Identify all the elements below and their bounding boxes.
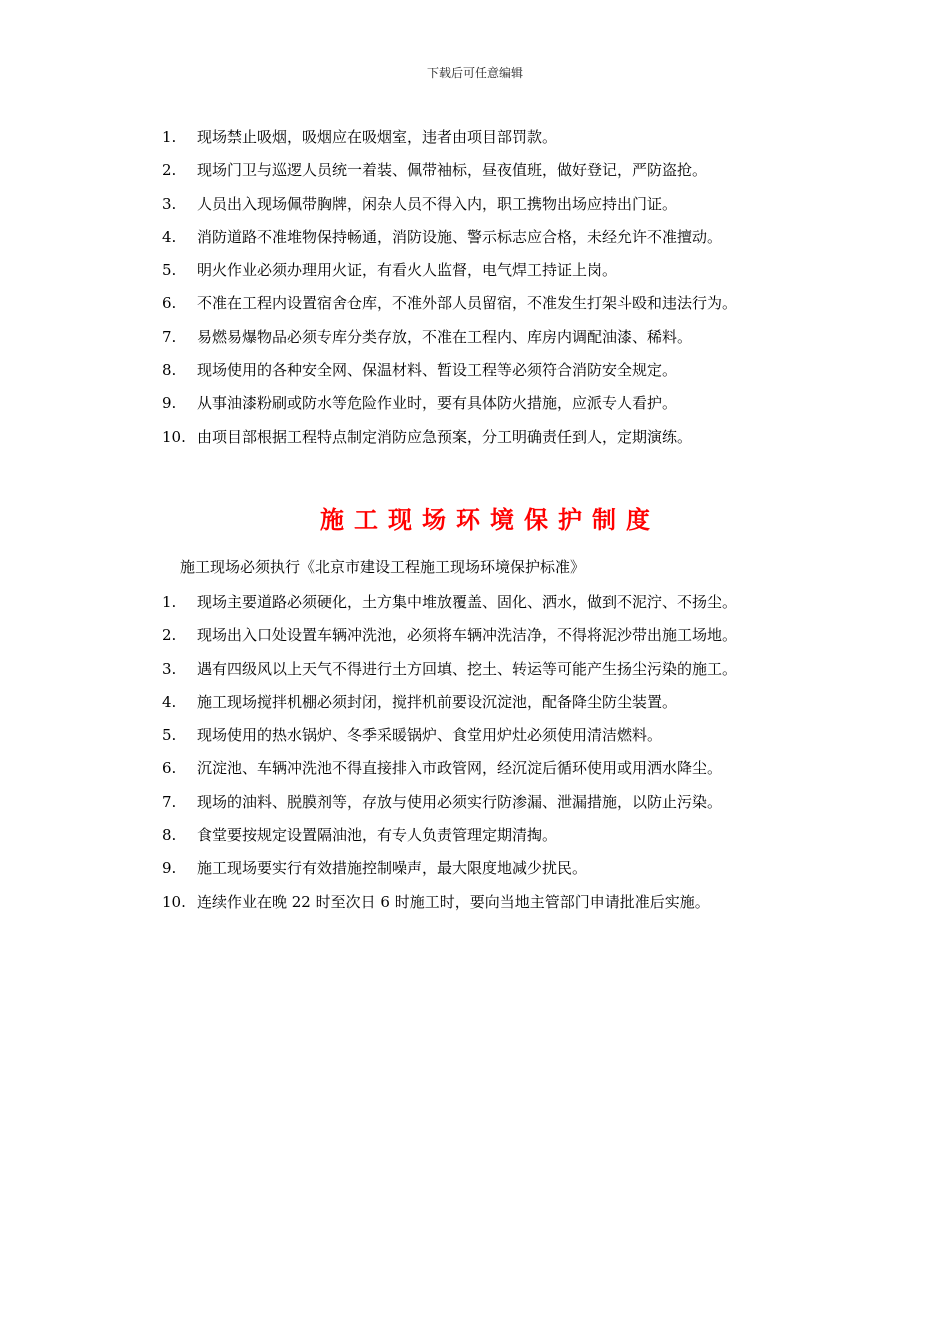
item-text: 人员出入现场佩带胸牌，闲杂人员不得入内，职工携物出场应持出门证。 xyxy=(197,194,678,213)
item-text: 遇有四级风以上天气不得进行土方回填、挖土、转运等可能产生扬尘污染的施工。 xyxy=(197,659,738,678)
item-number: 2. xyxy=(162,626,177,645)
section-intro: 施工现场必须执行《北京市建设工程施工现场环境保护标准》 xyxy=(180,558,586,576)
item-number: 6. xyxy=(162,759,177,778)
item-number: 10. xyxy=(162,892,186,911)
item-text: 食堂要按规定设置隔油池，有专人负责管理定期清掏。 xyxy=(197,826,558,845)
list-item xyxy=(162,426,862,459)
list-item xyxy=(162,591,862,624)
list-item xyxy=(162,126,862,159)
list-item xyxy=(162,392,862,425)
list-item xyxy=(162,326,862,359)
item-number: 8. xyxy=(162,361,177,380)
item-text: 由项目部根据工程特点制定消防应急预案，分工明确责任到人，定期演练。 xyxy=(197,427,693,446)
item-number: 3. xyxy=(162,659,177,678)
item-text: 从事油漆粉刷或防水等危险作业时，要有具体防火措施，应派专人看护。 xyxy=(197,394,678,413)
fire-safety-rules-list xyxy=(162,126,862,459)
list-item xyxy=(162,226,862,259)
item-text: 消防道路不准堆物保持畅通，消防设施、警示标志应合格，未经允许不准擅动。 xyxy=(197,227,723,246)
list-item xyxy=(162,159,862,192)
list-item xyxy=(162,757,862,790)
list-item xyxy=(162,193,862,226)
item-text: 施工现场要实行有效措施控制噪声，最大限度地减少扰民。 xyxy=(197,859,588,878)
item-number: 5. xyxy=(162,261,177,280)
item-text: 不准在工程内设置宿舍仓库，不准外部人员留宿，不准发生打架斗殴和违法行为。 xyxy=(197,294,738,313)
item-text: 连续作业在晚 22 时至次日 6 时施工时，要向当地主管部门申请批准后实施。 xyxy=(197,892,710,911)
item-number: 4. xyxy=(162,227,177,246)
list-item xyxy=(162,359,862,392)
item-number: 1. xyxy=(162,593,177,611)
item-number: 3. xyxy=(162,194,177,213)
item-number: 10. xyxy=(162,427,186,446)
item-text: 现场的油料、脱膜剂等，存放与使用必须实行防渗漏、泄漏措施，以防止污染。 xyxy=(197,792,723,811)
item-number: 2. xyxy=(162,161,177,180)
item-text: 易燃易爆物品必须专库分类存放，不准在工程内、库房内调配油漆、稀料。 xyxy=(197,327,693,346)
item-number: 1. xyxy=(162,128,177,146)
item-number: 8. xyxy=(162,826,177,845)
item-text: 现场出入口处设置车辆冲洗池，必须将车辆冲洗洁净，不得将泥沙带出施工场地。 xyxy=(197,626,738,645)
list-item xyxy=(162,791,862,824)
item-number: 9. xyxy=(162,394,177,413)
list-item xyxy=(162,824,862,857)
item-number: 9. xyxy=(162,859,177,878)
item-text: 明火作业必须办理用火证，有看火人监督，电气焊工持证上岗。 xyxy=(197,261,618,280)
item-number: 7. xyxy=(162,327,177,346)
item-number: 4. xyxy=(162,692,177,711)
header-note: 下载后可任意编辑 xyxy=(426,66,523,80)
item-text: 现场使用的热水锅炉、冬季采暖锅炉、食堂用炉灶必须使用清洁燃料。 xyxy=(197,726,663,745)
item-text: 现场使用的各种安全网、保温材料、暂设工程等必须符合消防安全规定。 xyxy=(197,361,678,380)
item-number: 5. xyxy=(162,726,177,745)
list-item xyxy=(162,259,862,292)
section-title: 施工现场环境保护制度 xyxy=(320,506,660,534)
item-text: 施工现场搅拌机棚必须封闭，搅拌机前要设沉淀池，配备降尘防尘装置。 xyxy=(197,692,678,711)
list-item xyxy=(162,624,862,657)
item-text: 现场禁止吸烟，吸烟应在吸烟室，违者由项目部罚款。 xyxy=(197,128,558,146)
environment-protection-rules-list xyxy=(162,591,862,924)
list-item xyxy=(162,857,862,890)
item-text: 现场主要道路必须硬化，土方集中堆放覆盖、固化、洒水，做到不泥泞、不扬尘。 xyxy=(197,593,738,611)
list-item xyxy=(162,724,862,757)
list-item xyxy=(162,891,862,924)
item-number: 7. xyxy=(162,792,177,811)
list-item xyxy=(162,292,862,325)
list-item xyxy=(162,658,862,691)
item-number: 6. xyxy=(162,294,177,313)
item-text: 现场门卫与巡逻人员统一着装、佩带袖标，昼夜值班，做好登记，严防盗抢。 xyxy=(197,161,708,180)
item-text: 沉淀池、车辆冲洗池不得直接排入市政管网，经沉淀后循环使用或用洒水降尘。 xyxy=(197,759,723,778)
list-item xyxy=(162,691,862,724)
